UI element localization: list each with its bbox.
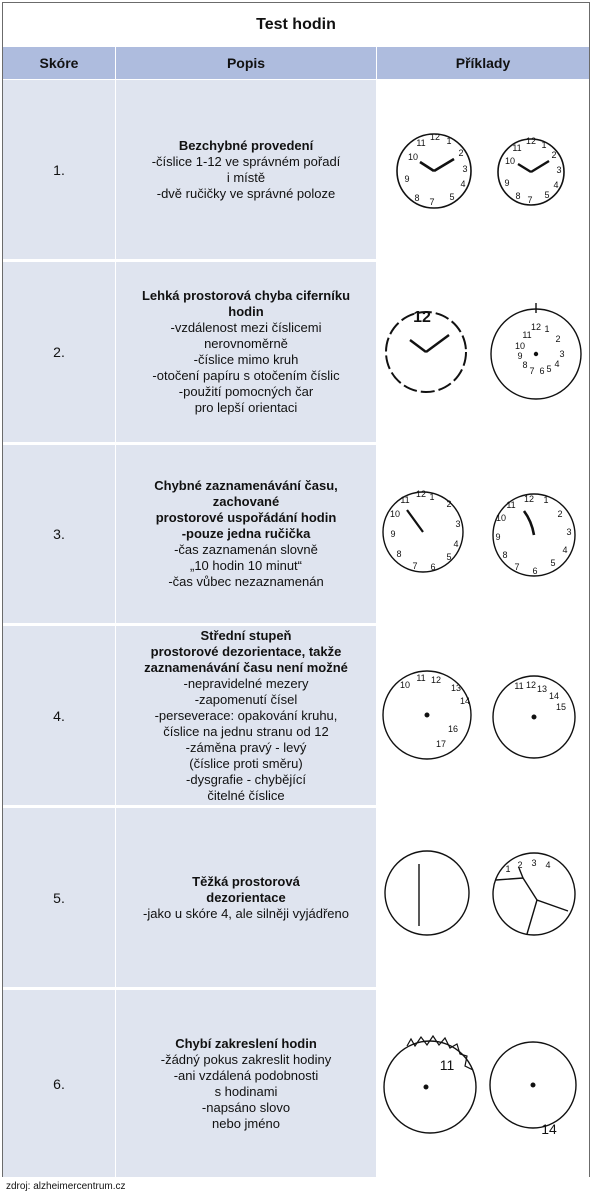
description-line: -dvě ručičky ve správné poloze <box>156 185 336 201</box>
score-cell: 4. <box>3 626 115 805</box>
clock-drawing-examples <box>377 626 589 805</box>
clock-numeral: 10 <box>514 341 526 351</box>
table-row <box>3 626 589 805</box>
clock-numeral: 11 <box>439 1057 455 1073</box>
clock-numeral: 9 <box>495 532 501 542</box>
clock-numeral: 7 <box>529 366 535 376</box>
description-line: i místě <box>226 169 266 185</box>
clock-numeral: 12 <box>530 322 542 332</box>
clock-numeral: 7 <box>514 562 520 572</box>
clock-numeral: 3 <box>462 164 468 174</box>
source-caption: zdroj: alzheimercentrum.cz <box>6 1181 126 1192</box>
clock-numeral: 11 <box>522 330 532 340</box>
table-row <box>3 445 589 623</box>
score-cell: 6. <box>3 990 115 1177</box>
clock-numeral: 17 <box>435 739 447 749</box>
clock-numeral: 6 <box>532 566 538 576</box>
description-line: „10 hodin 10 minut“ <box>189 558 302 573</box>
description-line: -čas vůbec nezaznamenán <box>168 574 324 589</box>
clock-numeral: 1 <box>543 495 549 505</box>
description-line: nerovnoměrně <box>204 336 288 351</box>
clock-numeral: 11 <box>514 681 524 691</box>
clock-numeral: 5 <box>546 364 552 374</box>
clock-numeral: 1 <box>446 136 452 146</box>
examples-cell <box>377 445 589 623</box>
score-cell: 2. <box>3 262 115 442</box>
description-line: nebo jméno <box>212 1115 280 1131</box>
description-heading: Těžká prostorová <box>192 873 300 889</box>
clock-numeral: 12 <box>523 494 535 504</box>
clock-drawing-examples <box>377 80 589 259</box>
clock-numeral: 4 <box>460 179 466 189</box>
clock-numeral: 3 <box>556 165 562 175</box>
clock-numeral: 2 <box>458 148 464 158</box>
clock-numeral: 8 <box>502 550 508 560</box>
description-cell <box>116 262 376 442</box>
description-heading: zaznamenávání času není možné <box>144 659 348 675</box>
examples-cell <box>377 990 589 1177</box>
clock-numeral: 3 <box>559 349 565 359</box>
clock-numeral: 7 <box>412 561 418 571</box>
clock-numeral: 3 <box>531 858 537 868</box>
description-heading: dezorientace <box>206 889 286 905</box>
clock-drawing-examples <box>377 808 589 987</box>
description-heading: prostorové dezorientace, takže <box>150 643 342 659</box>
clock-drawing-examples <box>377 262 589 442</box>
table-row <box>3 262 589 442</box>
description-heading: Lehká prostorová chyba ciferníku <box>141 288 351 303</box>
clock-numeral: 12 <box>525 680 537 690</box>
score-cell: 1. <box>3 80 115 259</box>
description-line: pro lepší orientaci <box>194 400 298 415</box>
clock-numeral: 12 <box>525 136 537 146</box>
header-description: Popis <box>116 47 376 79</box>
description-heading: Chybí zakreslení hodin <box>175 1035 317 1051</box>
clock-numeral: 9 <box>517 351 523 361</box>
description-line: -číslice 1-12 ve správném pořadí <box>151 153 341 169</box>
description-heading: hodin <box>228 304 264 319</box>
examples-cell <box>377 262 589 442</box>
clock-numeral: 12 <box>415 489 427 499</box>
clock-numeral: 12 <box>413 309 431 326</box>
score-cell: 3. <box>3 445 115 623</box>
description-line: číslice na jednu stranu od 12 <box>163 723 329 739</box>
clock-test-table <box>2 2 590 1177</box>
clock-numeral: 14 <box>548 691 560 701</box>
clock-numeral: 10 <box>399 680 411 690</box>
clock-numeral: 16 <box>447 724 459 734</box>
clock-numeral: 9 <box>504 178 510 188</box>
table-row <box>3 990 589 1177</box>
clock-numeral: 9 <box>404 174 410 184</box>
clock-numeral: 10 <box>389 509 401 519</box>
clock-numeral: 2 <box>557 509 563 519</box>
clock-numeral: 1 <box>544 324 550 334</box>
clock-numeral: 3 <box>566 527 572 537</box>
clock-numeral: 11 <box>400 495 410 505</box>
clock-numeral: 14 <box>541 1121 557 1137</box>
clock-numeral: 2 <box>517 860 523 870</box>
clock-numeral: 11 <box>512 143 522 153</box>
description-heading: Chybné zaznamenávání času, <box>154 478 338 493</box>
clock-numeral: 12 <box>429 132 441 142</box>
clock-numeral: 9 <box>390 529 396 539</box>
clock-numeral: 5 <box>449 192 455 202</box>
clock-numeral: 4 <box>553 180 559 190</box>
clock-numeral: 8 <box>396 549 402 559</box>
table-row <box>3 808 589 987</box>
header-score: Skóre <box>3 47 115 79</box>
clock-numeral: 4 <box>562 545 568 555</box>
clock-numeral: 11 <box>416 138 426 148</box>
description-heading: Bezchybné provedení <box>178 137 314 153</box>
header-examples: Příklady <box>377 47 589 79</box>
clock-numeral: 13 <box>450 683 462 693</box>
description-line: (číslice proti směru) <box>189 755 303 771</box>
clock-numeral: 2 <box>551 150 557 160</box>
description-line: -zapomenutí čísel <box>194 691 298 707</box>
description-cell <box>116 808 376 987</box>
description-line: -použití pomocných čar <box>178 384 314 399</box>
clock-drawing-examples <box>377 445 589 623</box>
examples-cell <box>377 80 589 259</box>
table-title: Test hodin <box>256 16 336 33</box>
clock-numeral: 2 <box>555 334 561 344</box>
description-line: -nepravidelné mezery <box>183 675 309 691</box>
description-line: -žádný pokus zakreslit hodiny <box>160 1051 332 1067</box>
description-line: -perseverace: opakování kruhu, <box>154 707 338 723</box>
examples-cell <box>377 626 589 805</box>
clock-numeral: 3 <box>455 519 461 529</box>
clock-numeral: 8 <box>414 193 420 203</box>
clock-numeral: 4 <box>545 860 551 870</box>
description-cell <box>116 445 376 623</box>
clock-numeral: 14 <box>459 696 471 706</box>
description-cell <box>116 626 376 805</box>
clock-drawing <box>385 851 469 935</box>
description-line: -otočení papíru s otočením číslic <box>152 368 340 383</box>
clock-numeral: 5 <box>550 558 556 568</box>
description-line: -čas zaznamenán slovně <box>174 542 318 557</box>
clock-drawing <box>490 1042 576 1128</box>
clock-numeral: 1 <box>429 492 435 502</box>
clock-numeral: 4 <box>554 359 560 369</box>
clock-numeral: 10 <box>407 152 419 162</box>
clock-numeral: 11 <box>506 500 516 510</box>
clock-numeral: 8 <box>522 360 528 370</box>
clock-numeral: 11 <box>416 673 426 683</box>
clock-numeral: 7 <box>527 195 533 205</box>
description-heading: zachované <box>212 494 280 509</box>
description-line: čitelné číslice <box>207 787 285 803</box>
clock-numeral: 4 <box>453 539 459 549</box>
clock-numeral: 1 <box>505 864 511 874</box>
clock-numeral: 10 <box>504 156 516 166</box>
description-line: -ani vzdálená podobnosti <box>173 1067 319 1083</box>
clock-numeral: 2 <box>446 499 452 509</box>
description-line: -napsáno slovo <box>201 1099 291 1115</box>
score-cell: 5. <box>3 808 115 987</box>
description-line: s hodinami <box>214 1083 278 1099</box>
clock-drawing-examples <box>377 990 589 1177</box>
description-line: -vzdálenost mezi číslicemi <box>170 320 322 335</box>
clock-drawing <box>491 303 581 399</box>
description-line: -jako u skóre 4, ale silněji vyjádřeno <box>143 905 349 921</box>
clock-numeral: 1 <box>541 140 547 150</box>
description-cell <box>116 80 376 259</box>
description-line: -dysgrafie - chybějící <box>186 771 306 787</box>
table-row <box>3 80 589 259</box>
clock-numeral: 5 <box>446 552 452 562</box>
clock-drawing <box>493 494 575 576</box>
clock-numeral: 13 <box>536 684 548 694</box>
clock-numeral: 8 <box>515 191 521 201</box>
clock-numeral: 12 <box>430 675 442 685</box>
clock-numeral: 10 <box>495 513 507 523</box>
description-line: -číslice mimo kruh <box>193 352 299 367</box>
clock-numeral: 5 <box>544 190 550 200</box>
examples-cell <box>377 808 589 987</box>
description-cell <box>116 990 376 1177</box>
clock-numeral: 6 <box>430 562 436 572</box>
clock-numeral: 6 <box>539 366 545 376</box>
description-heading: prostorové uspořádání hodin <box>155 510 337 525</box>
description-heading: -pouze jedna ručička <box>181 526 311 541</box>
description-heading: Střední stupeň <box>200 627 292 643</box>
clock-numeral: 15 <box>555 702 567 712</box>
description-line: -záměna pravý - levý <box>185 739 307 755</box>
clock-drawing <box>384 1036 476 1133</box>
clock-numeral: 7 <box>429 197 435 207</box>
